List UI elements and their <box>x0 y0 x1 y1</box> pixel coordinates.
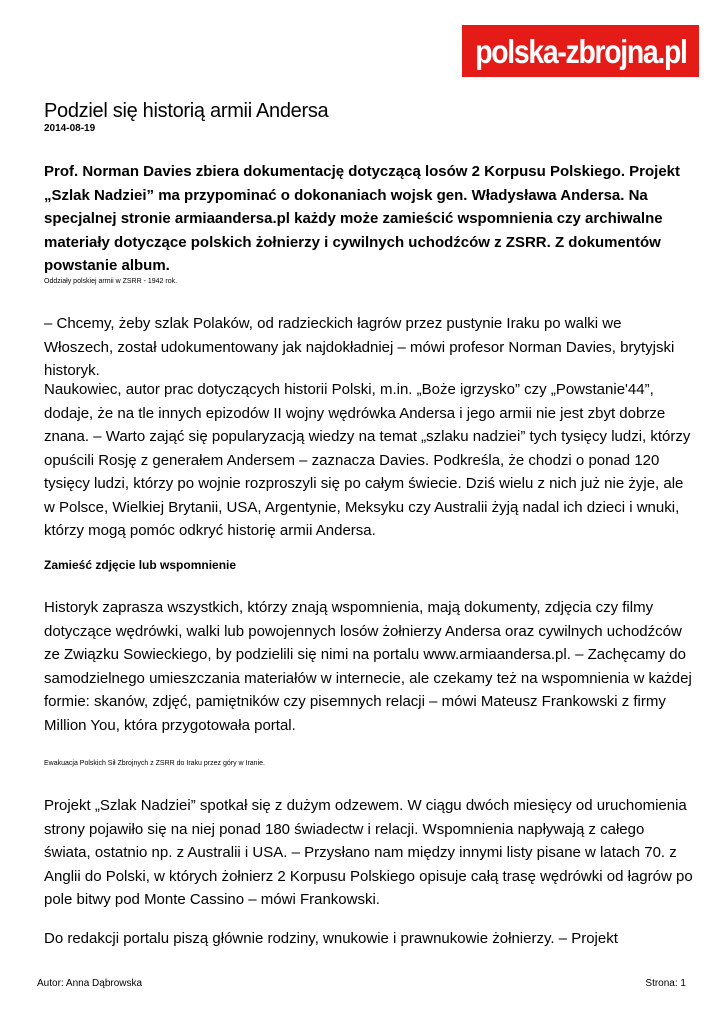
article-paragraph-5: Do redakcji portalu piszą głównie rodziny, wnukowie i prawnukowie żołnierzy. – Projekt <box>44 930 618 947</box>
footer-page-number: Strona: 1 <box>645 978 686 989</box>
article-paragraph-1: – Chcemy, żeby szlak Polaków, od radzieckich łagrów przez pustynie Iraku po walki we Włoszech, został udokumentowany jak najdokładniej – mówi profesor Norman Davies, brytyjski historyk. <box>44 315 675 379</box>
article-lead: Prof. Norman Davies zbiera dokumentację dotyczącą losów 2 Korpusu Polskiego. Projekt „Szlak Nadziei” ma przypominać o dokonaniach wojsk gen. Władysława Andersa. Na specjalnej stronie armiaandersa.pl każdy może zamieścić wspomnienia czy archiwalne materiały dotyczące polskich żołnierzy i cywilnych uchodźców z ZSRR. Z dokumentów powstanie album. <box>44 163 681 274</box>
site-logo <box>462 25 699 77</box>
article-title: Podziel się historią armii Andersa <box>44 100 329 122</box>
article-paragraph-4: Projekt „Szlak Nadziei” spotkał się z dużym odzewem. W ciągu dwóch miesięcy od uruchomienia strony pojawiło się na niej ponad 180 świadectw i relacji. Wspomnienia napływają z całego świata, ostatnio np. z Australii i USA. – Przysłano nam między innymi listy pisane w latach 70. z Anglii do Polski, w których żołnierz 2 Korpusu Polskiego opisuje całą trasę wędrówki od łagrów po pole bitwy pod Monte Cassino – mówi Frankowski. <box>44 797 693 908</box>
photo-caption-1: Oddziały polskiej armii w ZSRR - 1942 rok. <box>44 278 178 285</box>
article-subheading: Zamieść zdjęcie lub wspomnienie <box>44 558 237 572</box>
article-paragraph-3: Historyk zaprasza wszystkich, którzy znają wspomnienia, mają dokumenty, zdjęcia czy filmy dotyczące wędrówki, walki lub powojennych losów żołnierzy Andersa oraz cywilnych uchodźców ze Związku Sowieckiego, by podzielili się nimi na portalu www.armiaandersa.pl. – Zachęcamy do samodzielnego umieszczania materiałów w internecie, ale czekamy też na wspomnienia w każdej formie: skanów, zdjęć, pamiętników czy pisemnych relacji – mówi Mateusz Frankowski z firmy Million You, która przygotowała portal. <box>44 599 692 734</box>
photo-caption-2: Ewakuacja Polskich Sił Zbrojnych z ZSRR do Iraku przez góry w Iranie. <box>44 760 265 767</box>
article-paragraph-2: Naukowiec, autor prac dotyczących historii Polski, m.in. „Boże igrzysko” czy „Powstanie'44”, dodaje, że na tle innych epizodów II wojny wędrówka Andersa i jego armii nie jest zbyt dobrze znana. – Warto zająć się popularyzacją wiedzy na temat „szlaku nadziei” tych tysięcy ludzi, którzy opuścili Rosję z generałem Andersem – zaznacza Davies. Podkreśla, że chodzi o ponad 120 tysięcy ludzi, którzy po wojnie rozproszyli się po całym świecie. Dziś wielu z nich już nie żyje, ale w Polsce, Wielkiej Brytanii, USA, Argentynie, Meksyku czy Australii żyją nadal ich dzieci i wnuki, którzy mogą pomóc odkryć historię armii Andersa. <box>44 381 691 539</box>
footer-author: Autor: Anna Dąbrowska <box>37 978 143 989</box>
article-date: 2014-08-19 <box>44 123 96 134</box>
site-logo-text: polska-zbrojna.pl <box>474 32 687 70</box>
